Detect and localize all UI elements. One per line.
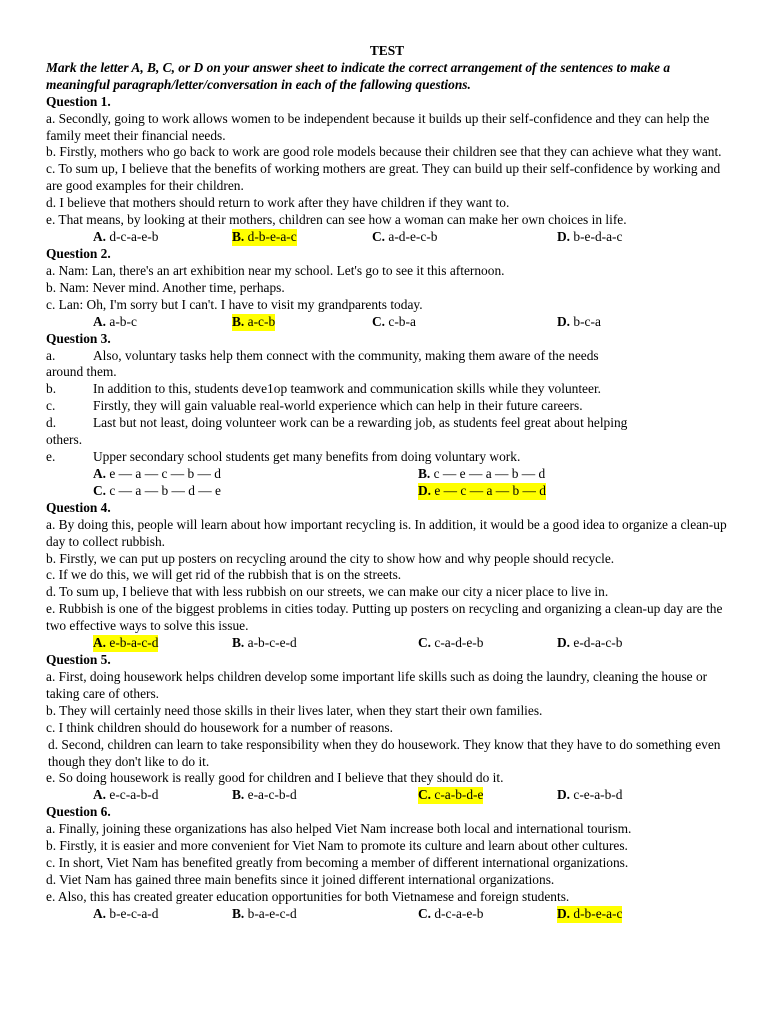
q6-options: [46, 906, 728, 923]
q5-sentence-a: a. First, doing housework helps children develop some important life skills such as doing the laundry, cleaning the house or taking care of others.: [46, 669, 708, 701]
q1-sentence-a: a. Secondly, going to work allows women to be independent because it builds up their self-confidence and they can help the family meet their financial needs.: [46, 110, 710, 143]
q1-sentence-c: c. To sum up, I believe that the benefits of working mothers are great. They can build up their self-confidence by working and are good examples for their children.: [46, 161, 721, 194]
q4-option-c[interactable]: C. c-a-d-e-b: [418, 635, 484, 651]
q2-options: [46, 314, 728, 331]
q3-options-row2: [46, 483, 728, 500]
q2-option-a[interactable]: A. a-b-c: [93, 313, 137, 329]
instructions: Mark the letter A, B, C, or D on your answer sheet to indicate the correct arrangement of the sentences to make a meaningful paragraph/letter/conversation in each of the fallowing questions.: [46, 59, 671, 92]
q4-option-a[interactable]: A. e-b-a-c-d: [93, 635, 159, 651]
q4-sentence-e: e. Rubbish is one of the biggest problems in cities today. Putting up posters on recycling and organizing a clean-up day are the two effective ways to solve this issue.: [46, 601, 723, 634]
q1-option-a[interactable]: A. d-c-a-e-b: [93, 228, 159, 244]
q4-options: [46, 635, 728, 652]
q3-sentence-b: b. In addition to this, students deve1op teamwork and communication skills while they volunteer.: [46, 381, 602, 397]
q3-sentence-a: a. Also, voluntary tasks help them connect with the community, making them aware of the needs: [46, 347, 599, 363]
q5-option-c[interactable]: C. c-a-b-d-e: [418, 787, 484, 803]
page-title: TEST: [369, 43, 405, 58]
q2-line-a: a. Nam: Lan, there's an art exhibition near my school. Let's go to see it this afternoon.: [46, 262, 505, 278]
q2-line-b: b. Nam: Never mind. Another time, perhaps.: [46, 279, 285, 295]
q3-sentence-d: d. Last but not least, doing volunteer work can be a rewarding job, as students feel great about helping: [46, 415, 628, 431]
q6-sentence-c: c. In short, Viet Nam has benefited greatly from becoming a member of different international organizations.: [46, 855, 629, 871]
q5-option-a[interactable]: A. e-c-a-b-d: [93, 787, 159, 803]
q6-option-d[interactable]: D. d-b-e-a-c: [557, 905, 623, 921]
question-4-heading: Question 4.: [46, 499, 111, 515]
q3-sentence-a-cont: around them.: [46, 364, 117, 380]
q4-sentence-b: b. Firstly, we can put up posters on recycling around the city to show how and why people should recycle.: [46, 550, 615, 566]
q3-option-c[interactable]: C. c — a — b — d — e: [93, 482, 221, 498]
q3-option-d[interactable]: D. e — c — a — b — d: [418, 482, 546, 498]
q5-sentence-b: b. They will certainly need those skills in their lives later, when they start their own families.: [46, 702, 543, 718]
q5-sentence-e: e. So doing housework is really good for children and I believe that they should do it.: [46, 770, 504, 786]
q3-option-b[interactable]: B. c — e — a — b — d: [418, 465, 546, 481]
q1-option-b[interactable]: B. d-b-e-a-c: [232, 228, 297, 244]
q6-sentence-e: e. Also, this has created greater education opportunities for both Vietnamese and foreign students.: [46, 888, 570, 904]
q5-option-b[interactable]: B. e-a-c-b-d: [232, 787, 297, 803]
q1-sentence-d: d. I believe that mothers should return to work after they have children if they want to.: [46, 195, 510, 211]
q2-line-c: c. Lan: Oh, I'm sorry but I can't. I have to visit my grandparents today.: [46, 296, 423, 312]
q1-option-d[interactable]: D. b-e-d-a-c: [557, 228, 623, 244]
q1-options: [46, 229, 728, 246]
q2-option-b[interactable]: B. a-c-b: [232, 313, 276, 329]
q6-sentence-b: b. Firstly, it is easier and more convenient for Viet Nam to promote its culture and learn about other cultures.: [46, 838, 628, 854]
q5-option-d[interactable]: D. c-e-a-b-d: [557, 787, 623, 803]
q5-options: [46, 787, 728, 804]
q5-sentence-c: c. I think children should do housework for a number of reasons.: [46, 719, 393, 735]
q3-option-a[interactable]: A. e — a — c — b — d: [93, 465, 221, 481]
q5-sentence-d: d. Second, children can learn to take responsibility when they do housework. They know that they have to do something even though they don't like to do it.: [48, 736, 721, 769]
q6-sentence-a: a. Finally, joining these organizations has also helped Viet Nam increase both local and international tourism.: [46, 821, 632, 837]
q4-option-b[interactable]: B. a-b-c-e-d: [232, 635, 297, 651]
q3-options-row1: [46, 466, 728, 483]
q3-sentence-d-cont: others.: [46, 432, 83, 448]
question-5-heading: Question 5.: [46, 652, 111, 668]
q2-option-c[interactable]: C. c-b-a: [372, 313, 416, 329]
q1-sentence-e: e. That means, by looking at their mothers, children can see how a woman can make her own choices in life.: [46, 212, 627, 228]
question-6-heading: Question 6.: [46, 804, 111, 820]
q4-sentence-c: c. If we do this, we will get rid of the rubbish that is on the streets.: [46, 567, 402, 583]
q4-sentence-d: d. To sum up, I believe that with less rubbish on our streets, we can make our city a nicer place to live in.: [46, 584, 609, 600]
q4-sentence-a: a. By doing this, people will learn about how important recycling is. In addition, it would be a good idea to organize a clean-up day to collect rubbish.: [46, 516, 727, 549]
question-2-heading: Question 2.: [46, 245, 111, 261]
q1-sentence-b: b. Firstly, mothers who go back to work are good role models because their children see that they can achieve what they want.: [46, 144, 722, 160]
q6-option-a[interactable]: A. b-e-c-a-d: [93, 905, 159, 921]
q6-sentence-d: d. Viet Nam has gained three main benefits since it joined different international organizations.: [46, 871, 555, 887]
q3-sentence-c: c. Firstly, they will gain valuable real-world experience which can help in their future careers.: [46, 398, 583, 414]
q1-option-c[interactable]: C. a-d-e-c-b: [372, 228, 438, 244]
q2-option-d[interactable]: D. b-c-a: [557, 313, 601, 329]
question-1-heading: Question 1.: [46, 93, 111, 109]
q4-option-d[interactable]: D. e-d-a-c-b: [557, 635, 623, 651]
q6-option-c[interactable]: C. d-c-a-e-b: [418, 905, 484, 921]
q6-option-b[interactable]: B. b-a-e-c-d: [232, 905, 297, 921]
question-3-heading: Question 3.: [46, 330, 111, 346]
q3-sentence-e: e. Upper secondary school students get many benefits from doing voluntary work.: [46, 448, 521, 464]
